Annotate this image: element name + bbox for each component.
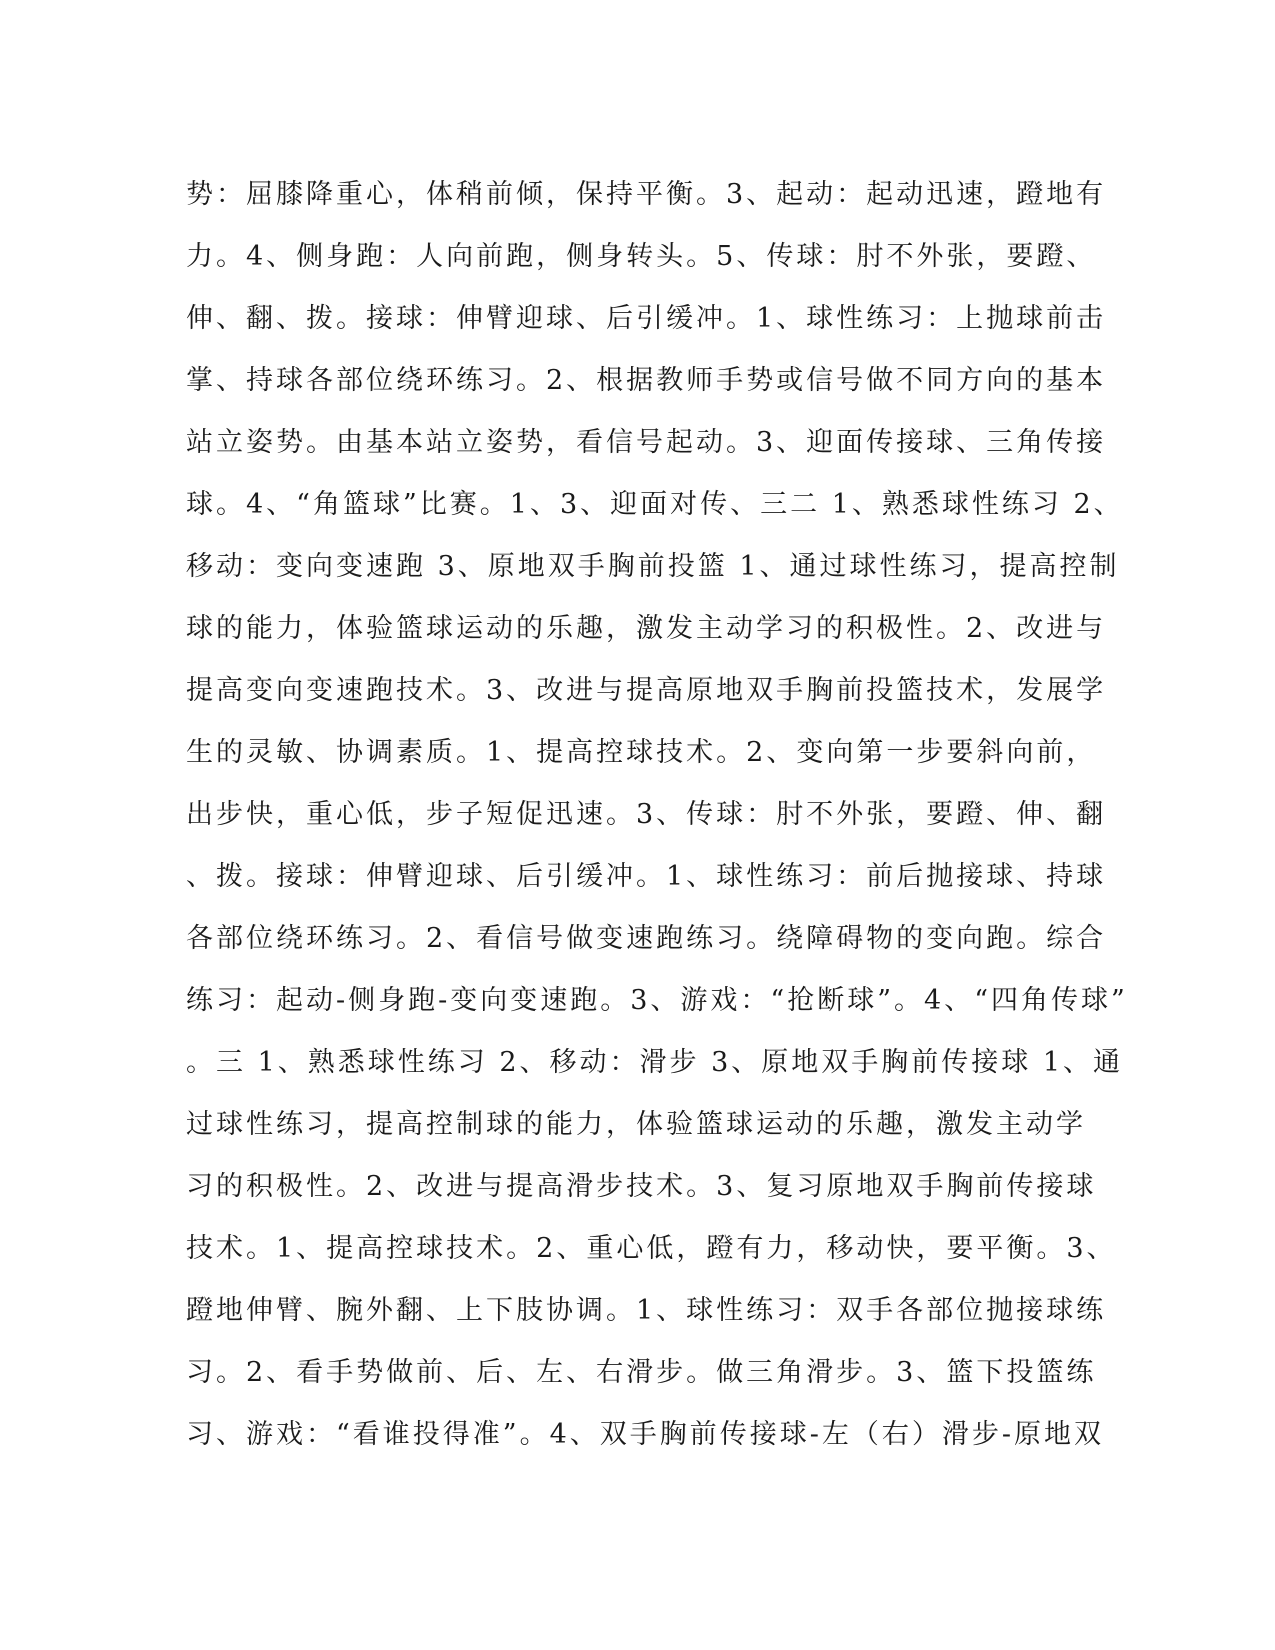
text-line: 过球性练习，提高控制球的能力，体验篮球运动的乐趣，激发主动学 <box>186 1109 1086 1140</box>
text-line: 蹬地伸臂、腕外翻、上下肢协调。1、球性练习：双手各部位抛接球练 <box>186 1295 1107 1326</box>
text-line: 势：屈膝降重心，体稍前倾，保持平衡。3、起动：起动迅速，蹬地有 <box>186 179 1107 210</box>
text-line: 习、游戏：“看谁投得准”。4、双手胸前传接球-左（右）滑步-原地双 <box>186 1419 1105 1450</box>
text-line: 习。2、看手势做前、后、左、右滑步。做三角滑步。3、篮下投篮练 <box>186 1357 1097 1388</box>
text-line: 提高变向变速跑技术。3、改进与提高原地双手胸前投篮技术，发展学 <box>186 675 1107 706</box>
text-line: 练习：起动-侧身跑-变向变速跑。3、游戏：“抢断球”。4、“四角传球” <box>186 985 1128 1016</box>
text-line: 技术。1、提高控球技术。2、重心低，蹬有力，移动快，要平衡。3、 <box>186 1233 1117 1264</box>
text-line: 习的积极性。2、改进与提高滑步技术。3、复习原地双手胸前传接球 <box>186 1171 1097 1202</box>
text-line: 生的灵敏、协调素质。1、提高控球技术。2、变向第一步要斜向前， <box>186 737 1097 768</box>
body-text <box>186 164 1128 1466</box>
text-line: 球的能力，体验篮球运动的乐趣，激发主动学习的积极性。2、改进与 <box>186 613 1107 644</box>
text-line: 出步快，重心低，步子短促迅速。3、传球：肘不外张，要蹬、伸、翻 <box>186 799 1107 830</box>
text-line: 。三 1、熟悉球性练习 2、移动：滑步 3、原地双手胸前传接球 1、通 <box>186 1047 1124 1078</box>
text-line: 掌、持球各部位绕环练习。2、根据教师手势或信号做不同方向的基本 <box>186 365 1107 396</box>
text-line: 力。4、侧身跑：人向前跑，侧身转头。5、传球：肘不外张，要蹬、 <box>186 241 1097 272</box>
text-line: 各部位绕环练习。2、看信号做变速跑练习。绕障碍物的变向跑。综合 <box>186 923 1107 954</box>
text-line: 伸、翻、拨。接球：伸臂迎球、后引缓冲。1、球性练习：上抛球前击 <box>186 303 1107 334</box>
text-line: 、拨。接球：伸臂迎球、后引缓冲。1、球性练习：前后抛接球、持球 <box>186 861 1107 892</box>
text-line: 站立姿势。由基本站立姿势，看信号起动。3、迎面传接球、三角传接 <box>186 427 1107 458</box>
text-line: 移动：变向变速跑 3、原地双手胸前投篮 1、通过球性练习，提高控制 <box>186 551 1120 582</box>
text-line: 球。4、“角篮球”比赛。1、3、迎面对传、三二 1、熟悉球性练习 2、 <box>186 489 1124 520</box>
